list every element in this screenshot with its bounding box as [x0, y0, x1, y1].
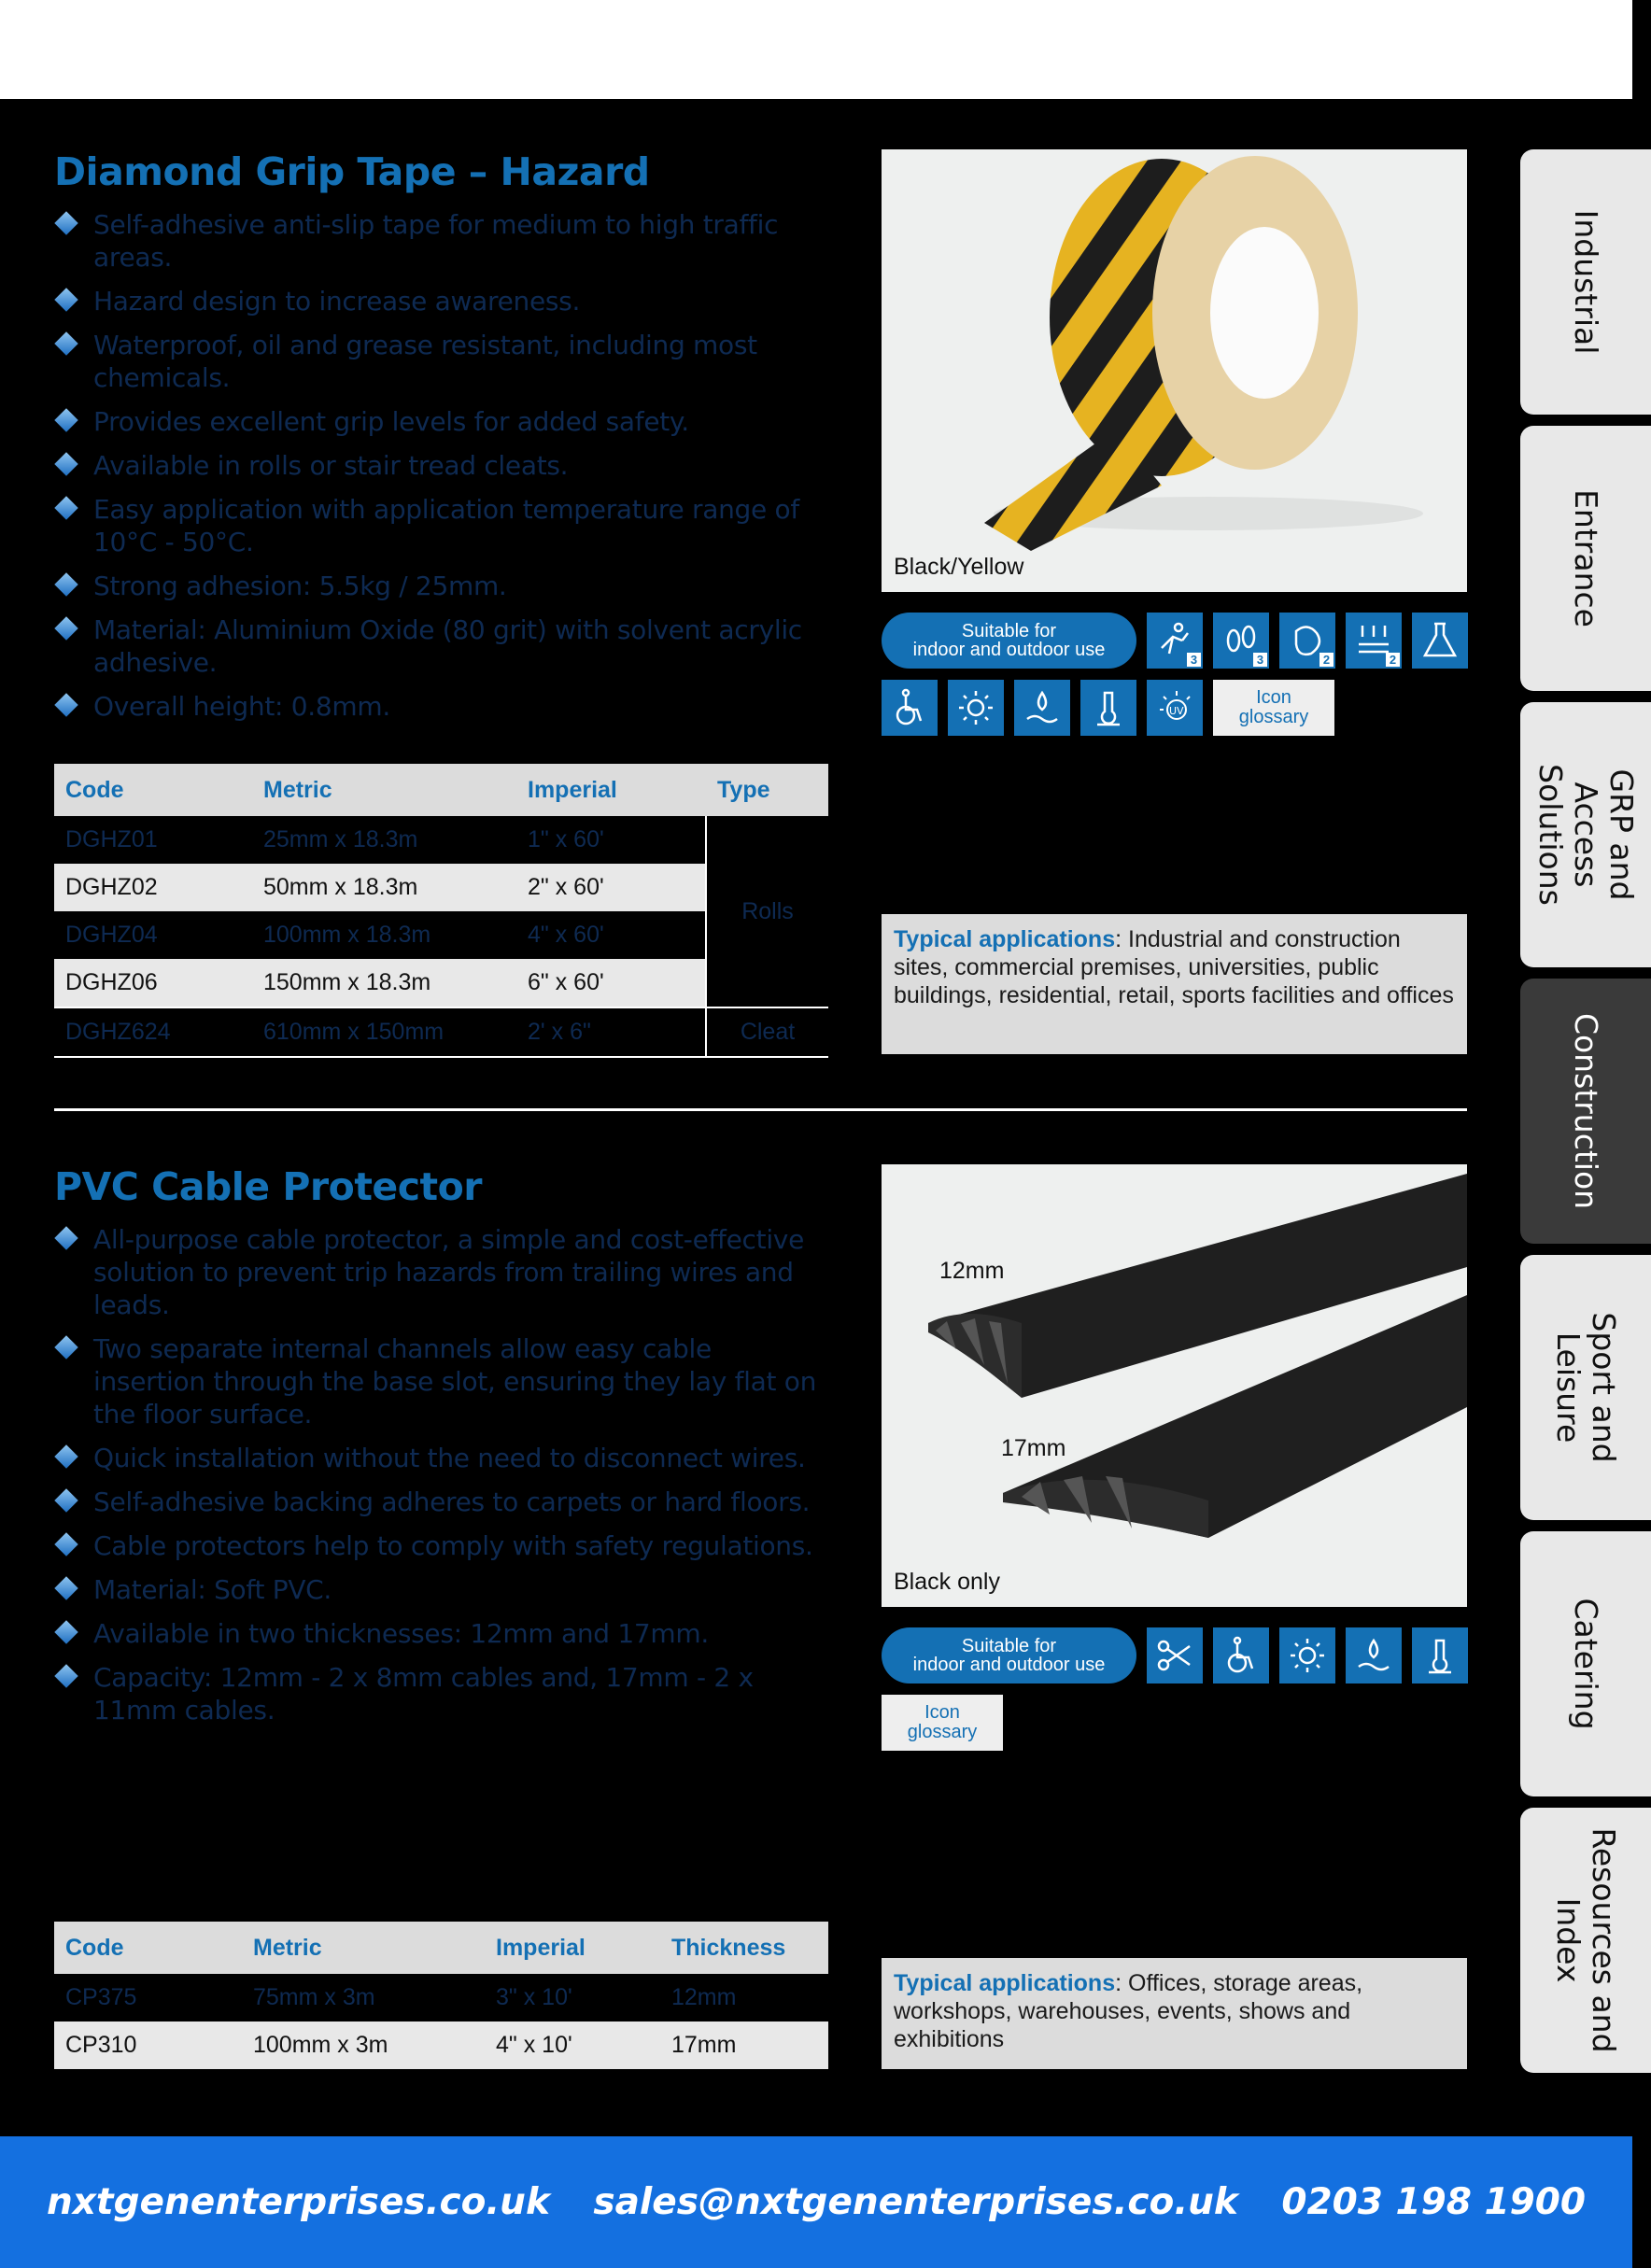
wear-resistance-icon[interactable]: 2 [1279, 613, 1335, 669]
metric-cell: 75mm x 3m [253, 1984, 375, 2010]
uv-resistant-icon[interactable] [1147, 680, 1203, 736]
cut-to-size-scissors-icon[interactable] [1147, 1627, 1203, 1683]
page-top-margin [0, 0, 1632, 99]
table-header-row [54, 1922, 828, 1974]
column-header: Metric [242, 1922, 485, 1974]
cable-protector-illustration [882, 1164, 1467, 1607]
diamond-bullet-icon [54, 211, 78, 234]
feature-item: Material: Aluminium Oxide (80 grit) with solvent acrylic adhesive. [54, 613, 829, 679]
typical-applications-box [882, 1958, 1467, 2069]
slip-resistance-icon[interactable]: 3 [1147, 613, 1203, 669]
tab-sport-leisure[interactable]: Sport and Leisure [1520, 1255, 1651, 1520]
column-header: Imperial [485, 1922, 660, 1974]
column-header: Code [54, 764, 252, 816]
feature-item: Hazard design to increase awareness. [54, 285, 829, 317]
feature-item: Provides excellent grip levels for added safety. [54, 405, 829, 438]
imperial-cell: 1" x 60' [528, 826, 604, 852]
wheelchair-accessible-icon[interactable] [882, 680, 938, 736]
applications-text: : Offices, storage areas, workshops, warehouses, events, shows and exhibitions [894, 1970, 1363, 2052]
product-photo-tape [882, 149, 1467, 592]
diamond-bullet-icon [54, 408, 78, 431]
suitable-indoor-outdoor-badge: Suitable for indoor and outdoor use [882, 613, 1136, 669]
water-resistant-icon[interactable] [1346, 1627, 1402, 1683]
uv-sun-icon[interactable] [1279, 1627, 1335, 1683]
tab-catering[interactable]: Catering [1520, 1531, 1651, 1796]
code-cell: CP375 [65, 1984, 137, 2010]
icon-glossary-button[interactable]: Icon glossary [1213, 680, 1334, 736]
website-link[interactable]: nxtgenenterprises.co.uk [47, 2181, 550, 2223]
tab-grp-access-solutions[interactable]: GRP and Access Solutions [1520, 702, 1651, 967]
metric-cell: 610mm x 150mm [252, 1007, 516, 1057]
feature-item: Overall height: 0.8mm. [54, 690, 829, 723]
diamond-bullet-icon [54, 1620, 78, 1643]
feature-icons-row-1 [882, 613, 1468, 669]
metric-cell: 150mm x 18.3m [252, 959, 516, 1007]
column-header: Metric [252, 764, 516, 816]
feature-item: All-purpose cable protector, a simple and cost-effective solution to prevent trip hazards from trailing wires and leads. [54, 1223, 829, 1321]
code-cell: CP310 [54, 2021, 242, 2069]
metric-cell: 100mm x 18.3m [263, 922, 431, 948]
feature-icons-row-1 [882, 1627, 1468, 1683]
email-link[interactable]: sales@nxtgenenterprises.co.uk [593, 2181, 1238, 2223]
icon-glossary-button[interactable]: Icon glossary [882, 1695, 1003, 1751]
feature-icons-row-2 [882, 1695, 1003, 1751]
footfall-icon[interactable]: 3 [1213, 613, 1269, 669]
imperial-cell: 6" x 60' [516, 959, 706, 1007]
thickness-cell: 17mm [660, 2021, 828, 2069]
column-header: Thickness [660, 1922, 828, 1974]
table-row [54, 816, 828, 864]
diamond-bullet-icon [54, 1226, 78, 1249]
diamond-bullet-icon [54, 288, 78, 311]
tab-industrial[interactable]: Industrial [1520, 149, 1651, 415]
footer-contact-bar [0, 2136, 1632, 2268]
tape-roll-illustration [882, 149, 1467, 592]
diamond-bullet-icon [54, 331, 78, 355]
imperial-cell: 4" x 10' [485, 2021, 660, 2069]
imperial-cell: 4" x 60' [528, 922, 604, 948]
feature-item: Capacity: 12mm - 2 x 8mm cables and, 17mm - 2 x 11mm cables. [54, 1661, 829, 1726]
tab-entrance[interactable]: Entrance [1520, 426, 1651, 691]
table-header-row [54, 764, 828, 816]
product-photo-cable-protector [882, 1164, 1467, 1607]
code-cell: DGHZ06 [54, 959, 252, 1007]
table-row [54, 1007, 828, 1057]
thickness-label-17mm: 17mm [1001, 1435, 1066, 1461]
code-cell: DGHZ01 [65, 826, 158, 852]
applications-text: : Industrial and construction sites, commercial premises, universities, public buildings, residential, retail, sports facilities and offices [894, 926, 1454, 1008]
photo-caption: Black/Yellow [894, 554, 1024, 580]
diamond-bullet-icon [54, 693, 78, 716]
column-header: Code [54, 1922, 242, 1974]
column-header: Imperial [516, 764, 706, 816]
product-title: Diamond Grip Tape – Hazard [54, 149, 650, 194]
metric-cell: 100mm x 3m [242, 2021, 485, 2069]
diamond-bullet-icon [54, 452, 78, 475]
product-title: PVC Cable Protector [54, 1164, 483, 1209]
uv-sun-icon[interactable] [948, 680, 1004, 736]
diamond-bullet-icon [54, 1335, 78, 1359]
section-divider [54, 1108, 1467, 1111]
code-cell: DGHZ624 [54, 1007, 252, 1057]
water-resistant-icon[interactable] [1014, 680, 1070, 736]
metric-cell: 25mm x 18.3m [263, 826, 418, 852]
feature-item: Easy application with application temperature range of 10°C - 50°C. [54, 493, 829, 558]
tab-resources-index[interactable]: Resources and Index [1520, 1808, 1651, 2073]
metric-cell: 50mm x 18.3m [252, 864, 516, 911]
imperial-cell: 2' x 6" [516, 1007, 706, 1057]
chemical-resistant-flask-icon[interactable] [1412, 613, 1468, 669]
feature-list [54, 1223, 829, 1738]
suitable-indoor-outdoor-badge: Suitable for indoor and outdoor use [882, 1627, 1136, 1683]
applications-label: Typical applications [894, 926, 1116, 952]
diamond-bullet-icon [54, 616, 78, 640]
photo-caption: Black only [894, 1569, 1000, 1595]
thickness-cell: 12mm [671, 1984, 737, 2010]
code-cell: DGHZ02 [54, 864, 252, 911]
diamond-bullet-icon [54, 496, 78, 519]
feature-item: Cable protectors help to comply with safety regulations. [54, 1529, 829, 1562]
tab-construction[interactable]: Construction [1520, 979, 1651, 1244]
feature-item: Self-adhesive anti-slip tape for medium to high traffic areas. [54, 208, 829, 274]
feature-list [54, 208, 829, 734]
imperial-cell: 3" x 10' [496, 1984, 572, 2010]
diamond-bullet-icon [54, 1444, 78, 1468]
type-cell: Cleat [706, 1007, 828, 1057]
thickness-label-12mm: 12mm [939, 1258, 1005, 1284]
table-row [54, 2021, 828, 2069]
product-spec-table [54, 764, 828, 1058]
feature-item: Waterproof, oil and grease resistant, including most chemicals. [54, 329, 829, 394]
applications-label: Typical applications [894, 1970, 1116, 1996]
feature-item: Material: Soft PVC. [54, 1573, 829, 1606]
imperial-cell: 2" x 60' [516, 864, 706, 911]
type-cell: Rolls [706, 816, 828, 1007]
temperature-icon[interactable] [1080, 680, 1136, 736]
table-row [54, 1974, 828, 2021]
typical-applications-box [882, 914, 1467, 1054]
product-spec-table [54, 1922, 828, 2069]
column-header: Type [706, 764, 828, 816]
feature-item: Two separate internal channels allow easy cable insertion through the base slot, ensuring they lay flat on the floor surface. [54, 1332, 829, 1430]
drainage-icon[interactable]: 2 [1346, 613, 1402, 669]
diamond-bullet-icon [54, 572, 78, 596]
feature-item: Available in two thicknesses: 12mm and 17mm. [54, 1617, 829, 1650]
diamond-bullet-icon [54, 1664, 78, 1687]
svg-text:UV: UV [1169, 705, 1184, 717]
diamond-bullet-icon [54, 1576, 78, 1599]
feature-icons-row-2 [882, 680, 1334, 736]
feature-item: Available in rolls or stair tread cleats. [54, 449, 829, 482]
temperature-icon[interactable] [1412, 1627, 1468, 1683]
wheelchair-accessible-icon[interactable] [1213, 1627, 1269, 1683]
feature-item: Strong adhesion: 5.5kg / 25mm. [54, 570, 829, 602]
feature-item: Quick installation without the need to disconnect wires. [54, 1442, 829, 1474]
code-cell: DGHZ04 [65, 922, 158, 948]
diamond-bullet-icon [54, 1532, 78, 1556]
phone-number[interactable]: 0203 198 1900 [1281, 2181, 1586, 2223]
feature-item: Self-adhesive backing adheres to carpets or hard floors. [54, 1486, 829, 1518]
diamond-bullet-icon [54, 1488, 78, 1512]
